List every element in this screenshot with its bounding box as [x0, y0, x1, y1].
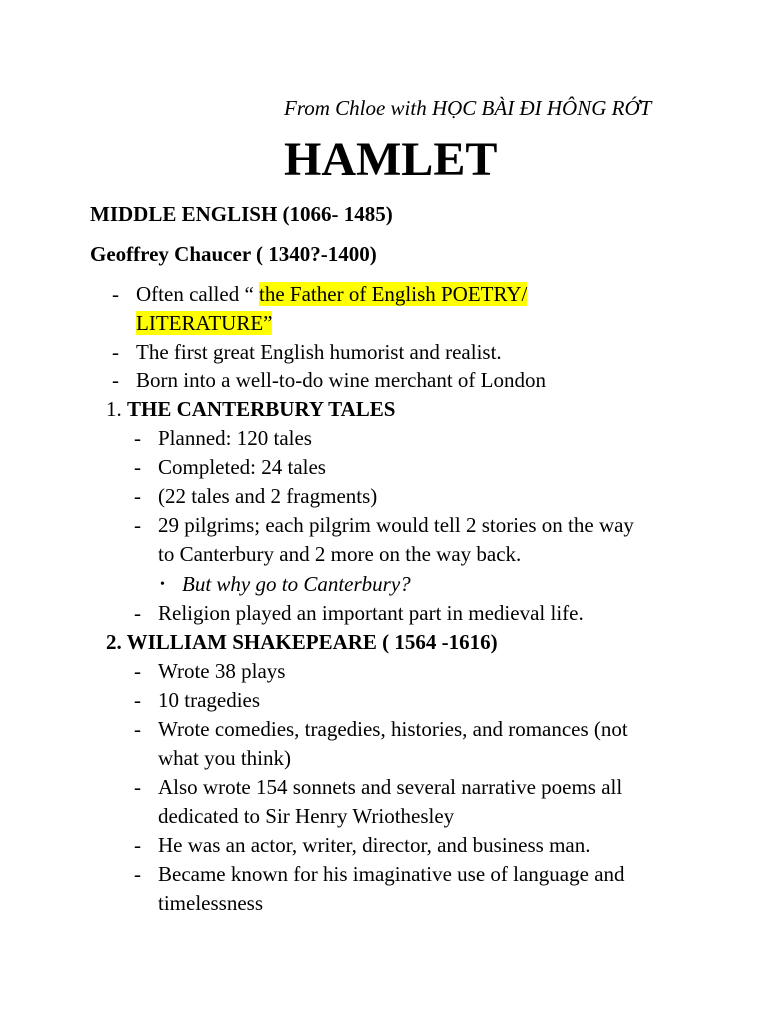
section-title: THE CANTERBURY TALES	[127, 397, 396, 421]
list-item: 10 tragedies	[158, 688, 261, 712]
list-dash: -	[134, 862, 141, 886]
list-item: (22 tales and 2 fragments)	[158, 484, 378, 508]
list-item: 29 pilgrims; each pilgrim would tell 2 stories on the way	[158, 513, 634, 537]
list-item: Completed: 24 tales	[158, 455, 326, 479]
list-dash: -	[112, 282, 119, 306]
list-item: Wrote 38 plays	[158, 659, 286, 683]
highlighted-text: LITERATURE”	[136, 311, 273, 335]
list-item: Religion played an important part in medieval life.	[158, 601, 584, 625]
list-dash: -	[134, 426, 141, 450]
list-item: Also wrote 154 sonnets and several narrative poems all	[158, 775, 623, 799]
list-dash: -	[112, 340, 119, 364]
list-item: Became known for his imaginative use of language and	[158, 862, 625, 886]
list-dash: -	[134, 455, 141, 479]
list-item	[136, 280, 527, 309]
list-item-continuation: timelessness	[158, 891, 263, 915]
list-dash: -	[134, 775, 141, 799]
sub-bullet-item: But why go to Canterbury?	[182, 572, 411, 596]
highlighted-text: the Father of English POETRY/	[259, 282, 528, 306]
list-item: Planned: 120 tales	[158, 426, 312, 450]
list-dash: -	[134, 659, 141, 683]
list-item-continuation: to Canterbury and 2 more on the way back.	[158, 542, 522, 566]
bullet-icon: •	[160, 577, 165, 592]
list-item: The first great English humorist and realist.	[136, 340, 502, 364]
list-dash: -	[134, 833, 141, 857]
list-item-continuation	[136, 309, 272, 338]
period-heading: MIDDLE ENGLISH (1066- 1485)	[90, 202, 393, 226]
list-item: He was an actor, writer, director, and business man.	[158, 833, 591, 857]
list-dash: -	[134, 601, 141, 625]
list-item: Wrote comedies, tragedies, histories, and romances (not	[158, 717, 628, 741]
list-item: Born into a well-to-do wine merchant of London	[136, 368, 546, 392]
list-item-continuation: what you think)	[158, 746, 291, 770]
author-heading: Geoffrey Chaucer ( 1340?-1400)	[90, 242, 377, 266]
list-dash: -	[112, 368, 119, 392]
list-item-continuation: dedicated to Sir Henry Wriothesley	[158, 804, 455, 828]
list-item-text: Often called “	[136, 282, 260, 306]
byline: From Chloe with HỌC BÀI ĐI HÔNG RỚT	[284, 96, 652, 120]
page-title: HAMLET	[284, 133, 498, 186]
section-number: 1.	[106, 397, 127, 421]
list-dash: -	[134, 688, 141, 712]
list-dash: -	[134, 513, 141, 537]
section-heading	[106, 395, 395, 424]
list-dash: -	[134, 484, 141, 508]
list-dash: -	[134, 717, 141, 741]
section-heading: 2. WILLIAM SHAKEPEARE ( 1564 -1616)	[106, 630, 498, 654]
